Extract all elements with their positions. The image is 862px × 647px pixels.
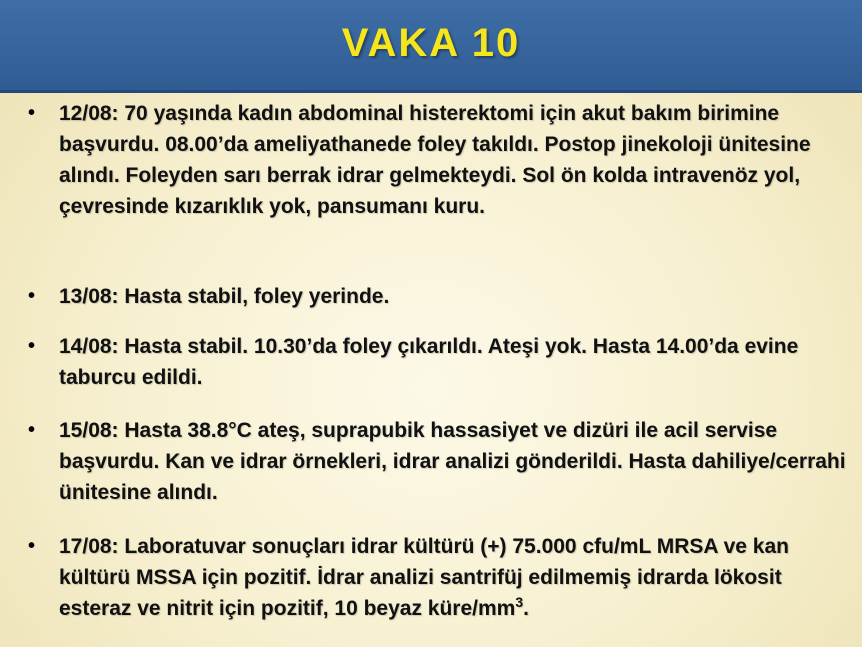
bullet-icon: • xyxy=(28,102,36,124)
list-item-text: 13/08: Hasta stabil, foley yerinde. xyxy=(59,285,390,308)
superscript-exponent: 3 xyxy=(515,594,524,610)
title-bar xyxy=(0,0,862,93)
bullet-icon: • xyxy=(28,535,36,557)
slide-title: VAKA 10 xyxy=(341,20,521,65)
list-item-text: 15/08: Hasta 38.8°C ateş, suprapubik hassasiyet ve dizüri ile acil servise başvurdu. Kan ve idrar örnekleri, idrar analizi gönderildi. Hasta dahiliye/cerrahi ünitesine alındı. xyxy=(59,419,846,504)
bullet-icon: • xyxy=(28,285,36,307)
bullet-icon: • xyxy=(28,419,36,441)
list-item-main-text: 17/08: Laboratuvar sonuçları idrar kültürü (+) 75.000 cfu/mL MRSA ve kan kültürü MSSA için pozitif. İdrar analizi santrifüj edilmemiş idrarda lökosit esteraz ve nitrit için pozitif, 10 beyaz küre/mm xyxy=(59,535,789,620)
list-item-text: 14/08: Hasta stabil. 10.30’da foley çıkarıldı. Ateşi yok. Hasta 14.00’da evine taburcu edildi. xyxy=(59,335,799,389)
list-item-suffix: . xyxy=(523,597,529,620)
bullet-icon: • xyxy=(28,335,36,357)
list-item-text: 12/08: 70 yaşında kadın abdominal histerektomi için akut bakım birimine başvurdu. 08.00’da ameliyathanede foley takıldı. Postop jinekoloji ünitesine alındı. Foleyden sarı berrak idrar gelmekteydi. Sol ön kolda intravenöz yol, çevresinde kızarıklık yok, pansumanı kuru. xyxy=(59,102,811,218)
list-item-text xyxy=(59,531,849,624)
